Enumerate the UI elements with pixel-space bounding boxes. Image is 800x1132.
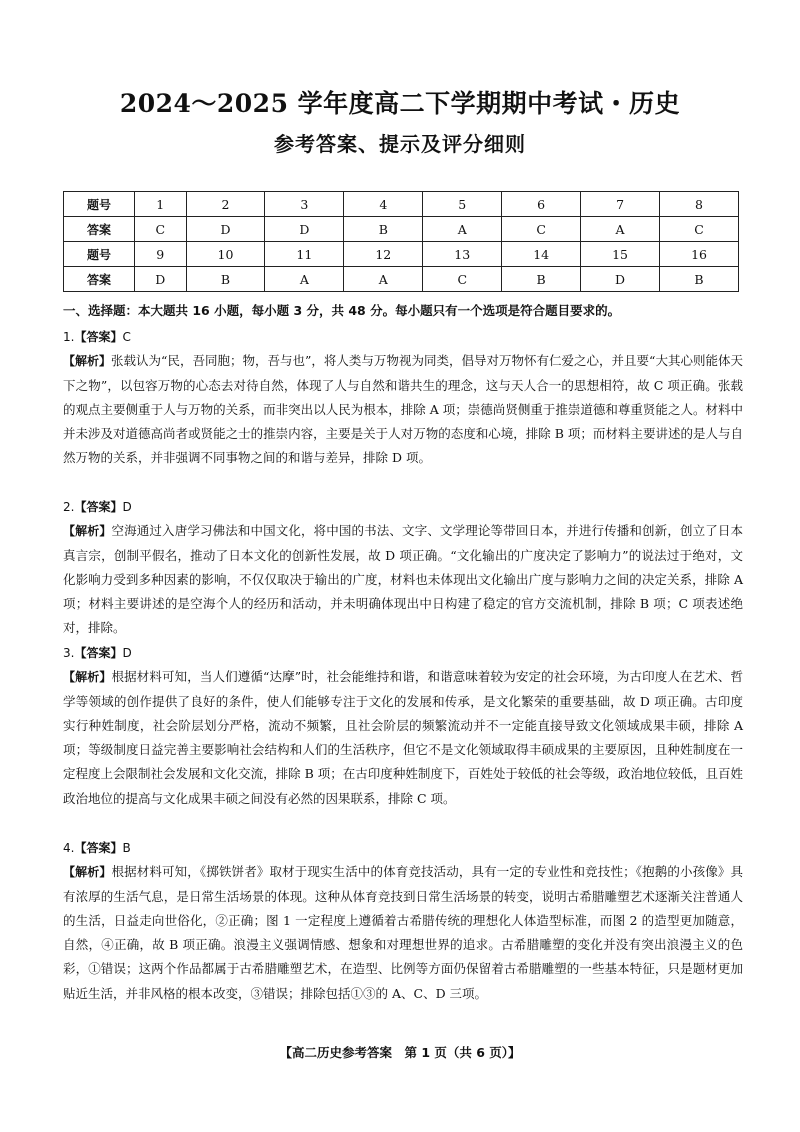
explanation-text: 张载认为“民，吾同胞；物，吾与也”，将人类与万物视为同类，倡导对万物怀有仁爱之心，并且要“大其心则能体天下之物”，以包容万物的心态去对待自然，体现了人与自然和谐共生的理念，这与天人合一的思想相符，故 C 项正确。张载的观点主要侧重于人与万物的关系，而非突出以人民为根本，排除 A 项；崇德尚贤侧重于推崇道德和尊重贤能之人。材料中并未涉及对道德高尚者或贤能之士的推崇内容，主要是关于人对万物的态度和心境，排除 B 项；而材料主要讲述的是人与自然万物的关系，并非强调不同事物之间的和谐与差异，排除 D 项。	[63, 353, 743, 466]
page-title: 2024～2025 学年度高二下学期期中考试・历史	[119, 89, 681, 118]
table-cell: B	[344, 217, 423, 242]
table-cell: B	[186, 267, 265, 292]
table-cell: B	[502, 267, 581, 292]
answer-tag: 【答案】	[74, 330, 123, 344]
explanation-text: 根据材料可知，当人们遵循“达摩”时，社会能维持和谐，和谐意味着较为安定的社会环境，为古印度人在艺术、哲学等领域的创作提供了良好的条件，使人们能够专注于文化的发展和传承，是文化繁荣的重要基础，故 D 项正确。古印度实行种姓制度，社会阶层划分严格，流动不频繁，且社会阶层的频繁流动并不一定能直接导致文化领域成果丰硕，排除 A 项；等级制度日益完善主要影响社会结构和人们的生活秩序，但它不是文化领域取得丰硕成果的主要原因，且种姓制度在一定程度上会限制社会发展和文化交流，排除 B 项；在古印度种姓制度下，百姓处于较低的社会等级，政治地位较低，且百姓政治地位的提高与文化成果丰硕之间没有必然的因果联系，排除 C 项。	[63, 669, 743, 806]
page-footer: 【高二历史参考答案 第 1 页（共 6 页）】	[279, 1045, 521, 1060]
table-row-answers	[64, 267, 739, 292]
table-cell: D	[581, 267, 660, 292]
table-header-cell: 答案	[64, 217, 135, 242]
table-cell: 9	[135, 242, 187, 267]
table-header-cell: 答案	[64, 267, 135, 292]
question-number: 1.	[63, 330, 75, 344]
answer-value: D	[122, 646, 132, 660]
table-cell: 14	[502, 242, 581, 267]
table-cell: C	[660, 217, 739, 242]
answer-line	[63, 325, 743, 349]
table-cell: 2	[186, 192, 265, 217]
question-block	[63, 836, 743, 1006]
table-cell: 6	[502, 192, 581, 217]
table-cell: 3	[265, 192, 344, 217]
explanation	[63, 349, 743, 470]
explanation-tag: 【解析】	[63, 670, 112, 685]
table-cell: B	[660, 267, 739, 292]
table-row-numbers	[64, 192, 739, 217]
answer-line	[63, 495, 743, 519]
table-header-cell: 题号	[64, 192, 135, 217]
answer-tag: 【答案】	[74, 646, 123, 660]
table-cell: C	[135, 217, 187, 242]
answer-line	[63, 641, 743, 665]
answer-value: D	[122, 500, 132, 514]
answer-value: C	[122, 330, 131, 344]
question-block	[63, 495, 743, 641]
page-subtitle: 参考答案、提示及评分细则	[274, 132, 526, 156]
table-cell: 1	[135, 192, 187, 217]
explanation	[63, 860, 743, 1006]
table-cell: 12	[344, 242, 423, 267]
table-cell: 16	[660, 242, 739, 267]
question-number: 2.	[63, 500, 75, 514]
answer-tag: 【答案】	[74, 500, 123, 514]
answer-tag: 【答案】	[74, 841, 123, 855]
table-cell: A	[423, 217, 502, 242]
explanation-text: 空海通过入唐学习佛法和中国文化，将中国的书法、文字、文学理论等带回日本，并进行传播和创新，创立了日本真言宗，创制平假名，推动了日本文化的创新性发展，故 D 项正确。“文化输出的广度决定了影响力”的说法过于绝对，文化影响力受到多种因素的影响，不仅仅取决于输出的广度，材料也未体现出文化输出广度与影响力之间的决定关系，排除 A 项；材料主要讲述的是空海个人的经历和活动，并未明确体现出中日构建了稳定的官方交流机制，排除 B 项；C 项表述绝对，排除。	[63, 523, 743, 636]
explanation-tag: 【解析】	[63, 865, 112, 880]
table-cell: C	[502, 217, 581, 242]
table-header-cell: 题号	[64, 242, 135, 267]
table-cell: C	[423, 267, 502, 292]
table-cell: A	[581, 217, 660, 242]
table-cell: D	[186, 217, 265, 242]
table-cell: 11	[265, 242, 344, 267]
explanation-text: 根据材料可知，《掷铁饼者》取材于现实生活中的体育竞技活动，具有一定的专业性和竞技性；《抱鹅的小孩像》具有浓厚的生活气息，是日常生活场景的体现。这种从体育竞技到日常生活场景的转变，说明古希腊雕塑艺术逐渐关注普通人的生活，日益走向世俗化，②正确；图 1 一定程度上遵循着古希腊传统的理想化人体造型标准，而图 2 的造型更加随意，自然，④正确，故 B 项正确。浪漫主义强调情感、想象和对理想世界的追求。古希腊雕塑的变化并没有突出浪漫主义的色彩，①错误；这两个作品都属于古希腊雕塑艺术，在造型、比例等方面仍保留着古希腊雕塑的一些基本特征，只是题材更加贴近生活，并非风格的根本改变，③错误；排除包括①③的 A、C、D 三项。	[63, 864, 743, 1001]
table-row-numbers	[64, 242, 739, 267]
question-block	[63, 641, 743, 811]
table-cell: 15	[581, 242, 660, 267]
answer-table	[63, 191, 739, 292]
answer-value: B	[122, 841, 131, 855]
table-cell: A	[344, 267, 423, 292]
table-cell: 4	[344, 192, 423, 217]
explanation-tag: 【解析】	[63, 354, 112, 369]
table-row-answers	[64, 217, 739, 242]
table-cell: 8	[660, 192, 739, 217]
table-cell: D	[135, 267, 187, 292]
question-block	[63, 325, 743, 471]
question-number: 4.	[63, 841, 75, 855]
table-cell: 7	[581, 192, 660, 217]
explanation-tag: 【解析】	[63, 524, 112, 539]
answer-line	[63, 836, 743, 860]
section-heading: 一、选择题：本大题共 16 小题，每小题 3 分，共 48 分。每小题只有一个选项是符合题目要求的。	[63, 303, 621, 318]
table-cell: 5	[423, 192, 502, 217]
explanation	[63, 519, 743, 640]
table-cell: 10	[186, 242, 265, 267]
table-cell: 13	[423, 242, 502, 267]
table-cell: A	[265, 267, 344, 292]
table-cell: D	[265, 217, 344, 242]
question-number: 3.	[63, 646, 75, 660]
explanation	[63, 665, 743, 811]
